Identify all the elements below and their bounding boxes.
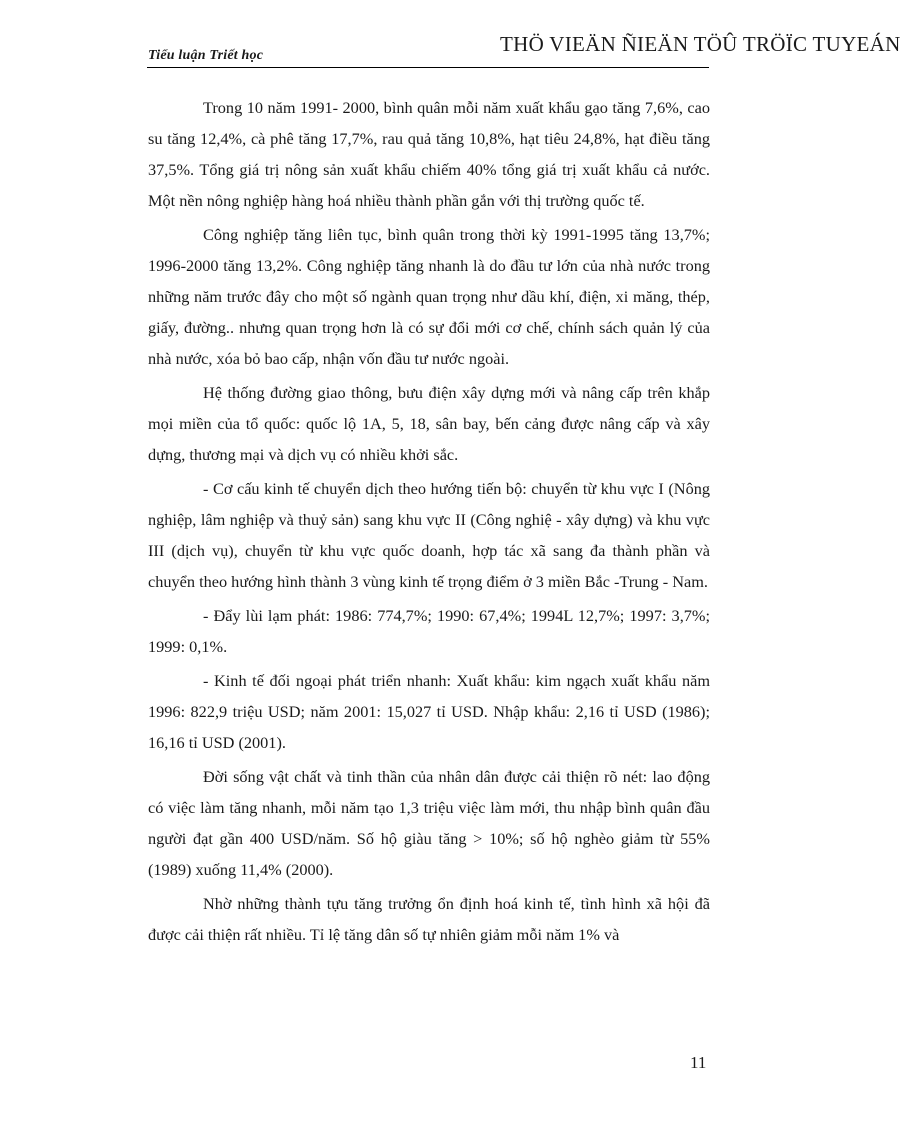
header-title: Tiểu luận Triết học <box>148 48 264 63</box>
paragraph: Công nghiệp tăng liên tục, bình quân trong thời kỳ 1991-1995 tăng 13,7%; 1996-2000 tăng 13,2%. Công nghiệp tăng nhanh là do đầu tư lớn của nhà nước trong những năm trước đây cho một số ngành quan trọng như dầu khí, điện, xi măng, thép, giấy, đường.. nhưng quan trọng hơn là có sự đổi mới cơ chế, chính sách quản lý của nhà nước, xóa bỏ bao cấp, nhận vốn đầu tư nước ngoài. <box>148 225 710 368</box>
header-banner: THÖ VIEÄN ÑIEÄN TÖÛ TRÖÏC TUYEÁN <box>500 32 901 56</box>
paragraph: Trong 10 năm 1991- 2000, bình quân mỗi năm xuất khẩu gạo tăng 7,6%, cao su tăng 12,4%, cà phê tăng 17,7%, rau quả tăng 10,8%, hạt tiêu 24,8%, hạt điều tăng 37,5%. Tổng giá trị nông sản xuất khẩu chiếm 40% tổng giá trị xuất khẩu cả nước. Một nền nông nghiệp hàng hoá nhiều thành phần gắn với thị trường quốc tế. <box>148 98 710 210</box>
paragraph: Nhờ những thành tựu tăng trưởng ổn định hoá kinh tế, tình hình xã hội đã được cải thiện rất nhiều. Tỉ lệ tăng dân số tự nhiên giảm mỗi năm 1% và <box>148 894 710 944</box>
header-divider <box>147 67 709 68</box>
paragraph: - Kinh tế đối ngoại phát triển nhanh: Xuất khẩu: kim ngạch xuất khẩu năm 1996: 822,9 triệu USD; năm 2001: 15,027 tỉ USD. Nhập khẩu: 2,16 tỉ USD (1986); 16,16 tỉ USD (2001). <box>148 671 710 752</box>
paragraph: - Cơ cấu kinh tế chuyển dịch theo hướng tiến bộ: chuyển từ khu vực I (Nông nghiệp, lâm nghiệp và thuỷ sản) sang khu vực II (Công nghiệ - xây dựng) và khu vực III (dịch vụ), chuyển từ khu vực quốc doanh, hợp tác xã sang đa thành phần và chuyển theo hướng hình thành 3 vùng kinh tế trọng điểm ở 3 miền Bắc -Trung - Nam. <box>148 479 710 591</box>
paragraph: Đời sống vật chất và tinh thần của nhân dân được cải thiện rõ nét: lao động có việc làm tăng nhanh, mỗi năm tạo 1,3 triệu việc làm mới, thu nhập bình quân đầu người đạt gần 400 USD/năm. Số hộ giàu tăng > 10%; số hộ nghèo giảm từ 55% (1989) xuống 11,4% (2000). <box>148 767 710 879</box>
body-text <box>148 92 710 953</box>
paragraph: - Đẩy lùi lạm phát: 1986: 774,7%; 1990: 67,4%; 1994L 12,7%; 1997: 3,7%; 1999: 0,1%. <box>148 606 710 656</box>
page-number: 11 <box>690 1053 707 1072</box>
paragraph: Hệ thống đường giao thông, bưu điện xây dựng mới và nâng cấp trên khắp mọi miền của tổ quốc: quốc lộ 1A, 5, 18, sân bay, bến cảng được nâng cấp và xây dựng, thương mại và dịch vụ có nhiều khởi sắc. <box>148 383 710 464</box>
